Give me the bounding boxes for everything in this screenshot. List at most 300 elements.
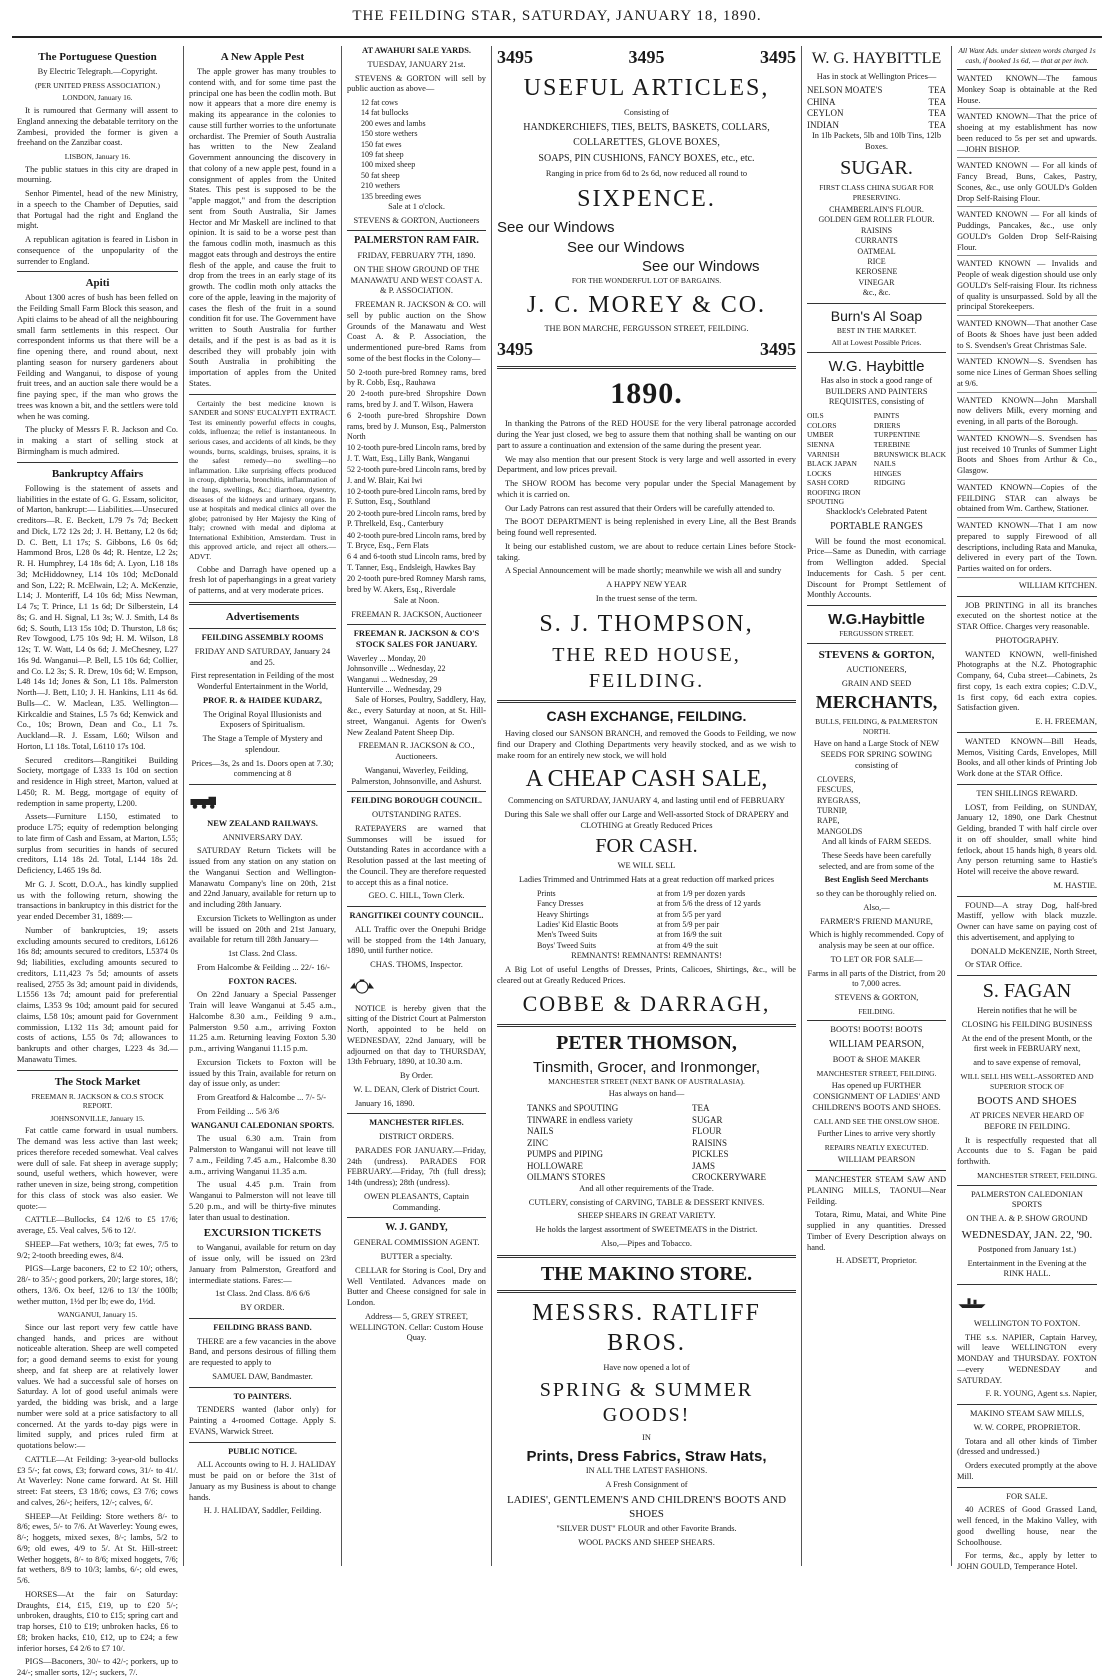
eucalypti-p: Certainly the best medicine known is SANDER and SONS' EUCALYPTI EXTRACT. Test its eminently powerful effects in coughs, colds, influenza; the relief is instantaneous. In serious cases, and accidents of all kinds, be they wounds, burns, scaldings, bruises, sprains, it is the safest remedy—no swelling—no inflammation. Like surprising effects produced in croup, diphtheria, bronchitis, inflammation of the lungs, swellings, &c.; diarrhoea, dysentry, diseases of the kidneys and urinary organs. In use at hospitals and medical clinics all over the globe; patronised by Her Majesty the King of Italy; crowned with medal and diploma at International Exhibition, Amsterdam. Trust in this approved article, and reject all others.—ADVT.: [189, 398, 336, 562]
train-icon: [189, 792, 219, 812]
tea-brand: CHINA: [807, 96, 836, 107]
rh-p3: The SHOW ROOM has become very popular under the Special Management by which it is carried on.: [497, 479, 796, 499]
list-item: 14 fat bullocks: [361, 108, 409, 118]
divider: [957, 896, 1097, 897]
awahuri-sig: STEVENS & GORTON, Auctioneers: [353, 215, 480, 225]
divider: [957, 1404, 1097, 1405]
ram-sale: Sale at Noon.: [393, 595, 440, 605]
farmers: FARMER'S FRIEND MANURE,: [820, 916, 933, 926]
foxton-fares2: From Feilding ... 5/6 3/6: [197, 1106, 280, 1116]
grain: GRAIN AND SEED: [841, 678, 912, 688]
further: Has opened up FURTHER CONSIGNMENT OF LADIES' AND CHILDREN'S BOOTS AND SHOES.: [812, 1081, 941, 1112]
stock-p4: PIGS—Large baconers, £2 to £2 10/; others, 28/- to 35/-; good porkers, 20/; large stores, 18/; others, 13/6. Ox beef, 12/6 to 13/ the 100lb; wether mutton, 1½d per lb; ewe do, 1½d.: [17, 1264, 178, 1306]
fagan-p2: CLOSING his FEILDING BUSINESS: [961, 1019, 1093, 1029]
ad-number: 3495: [760, 338, 796, 359]
photo-p: WANTED KNOWN, well-finished Photographs at the N.Z. Photographic Company, 64, Cuba street—Cabinets, 2s first copy, 1s each extra copies; C.D.V., 1s first copy, 6d each extra copies. Satisfaction given.: [957, 649, 1097, 713]
painters-p: TENDERS wanted (labor only) for Painting a 4-roomed Cottage. Apply S. EVANS, Warwick Street.: [189, 1405, 336, 1436]
list-item: FESCUES,: [817, 785, 854, 795]
list-item: WANTED KNOWN—S. Svendsen has just received 10 Trunks of Summer Light Boots and Shoes from Arthur & Co., Glasgow.: [957, 434, 1097, 480]
divider: [347, 1113, 486, 1114]
year-title: 1890.: [610, 377, 683, 411]
ad-number: 3495: [497, 338, 533, 359]
repairs: REPAIRS NEATLY EXECUTED.: [824, 1142, 929, 1152]
windows-1: See our Windows: [497, 219, 615, 237]
portuguese-p4: A republican agitation is feared in Lisbon in consequence of the unpopularity of the surrender to England.: [17, 235, 178, 266]
divider: [497, 700, 796, 703]
divider: [957, 732, 1097, 733]
foxton-title: WELLINGTON TO FOXTON.: [973, 1318, 1081, 1328]
cal-title: PALMERSTON CALEDONIAN SPORTS: [971, 1189, 1083, 1210]
borough-p: RATEPAYERS are warned that Summonses will be issued for Outstanding Rates in accordance with a Resolution passed at the last meeting of the Council. They are therefore requested to accept this as a final notice.: [347, 823, 486, 887]
remnants: REMNANTS! REMNANTS! REMNANTS!: [571, 951, 722, 961]
selected: These Seeds have been carefully selected, and are from some of the: [818, 850, 935, 871]
list-item: WANTED KNOWN — For all kinds of Puddings, Pancakes, &c., use only GOULD's Golden Drop Self-Raising Flour.: [957, 210, 1097, 256]
apiti-title: Apiti: [85, 277, 110, 290]
items-line1: HANDKERCHIEFS, TIES, BELTS, BASKETS, COLLARS,: [523, 121, 770, 133]
list-item: TANKS and SPOUTING: [527, 1103, 619, 1114]
masthead: THE FEILDING STAR, SATURDAY, JANUARY 18, 1890.: [12, 8, 1102, 38]
apple-title: A New Apple Pest: [220, 51, 305, 63]
assembly-desc: The Original Royal Illusionists and Exposers of Spiritualism.: [203, 709, 322, 730]
rifles-sig: OWEN PLEASANTS, Captain Commanding.: [364, 1191, 469, 1212]
list-item: Wanganui ... Wednesday, 29: [347, 674, 438, 684]
list-item: 12 fat cows: [361, 98, 398, 107]
rifles-title: MANCHESTER RIFLES.: [369, 1118, 464, 1128]
divider: [189, 784, 336, 785]
bankruptcy-p1: Following is the statement of assets and liabilities in the estate of G. G. Essam, solicitor, of Marton, bankrupt:— Liabilities.—Unsecured creditors—R. E. Beckett, L79 7s 7d; Beckett and Dick, L72 12s 2d; J. H. Bettany, L2 0s 6d; D. C. Bett, L1 17s; S. Gibbons, L6 0s 6d; Hammond Bros, L28 0s 4d; R. Hentze, L2 2s; R. H. Humphrey, L4 18s 6d; A. Lyon, L18 18s 3d; McHiddowney, L14 10s 10d; McDonald and Son, L22; R. McElwain, L2; A. McKenzie, L14; J. Monteriff, L4 10s 6d; Miss Newman, L4 7s; T. Prince, L1 1s 6d; Dr Silberstein, L4 8s; G. and H. Signal, L1 3s; W. J. Smith, L4 8s 6d; S. South, L13 15s 10d; D. Thurston, L8 6s; Rev Towgood, L75 10s 9d; H. M. Wilson, L8 12s; T. W. Watt, L4 0s 6d; J. McChesney, L27 16s 9d. Wanganui—P. Bell, L5 10s 6d; Collier, and Co. L2 3s; S. R. Drew, 10s 6d; W. Empson, L48 14s 1d; Jones & Son, L1 18s. Palmerston North—J. Bett, L10; J. H. Hankins, L11 4s 6d. Bulls—C. W. Maclean, L35. Wellington—Kirkcaldie and Staines, L5 7s 6d; Kenwick and Co., 10s; Brown, Dean and Co., L1 7s. Auckland—R. J. Essam, L60; Wilson and Horton, L1 18s. Total, L6110 17s 10d.: [17, 483, 178, 751]
list-item: CLOVERS,: [817, 774, 856, 784]
awahuri-title: AT AWAHURI SALE YARDS.: [362, 46, 471, 55]
list-item: ROOFING IRON: [807, 487, 861, 497]
adv-title: Advertisements: [225, 610, 300, 623]
bankruptcy-title: Bankruptcy Affairs: [51, 467, 144, 480]
grocery-list: [807, 205, 946, 299]
rh-p5: The BOOT DEPARTMENT is being replenished in every Line, all the Best Brands being found well represented.: [497, 517, 796, 538]
fixtures-p: Sale of Horses, Poultry, Saddlery, Hay, &c., every Saturday at noon, at St. Hill-street, Wanganui. Agents for Owen's New Zealand Patent Sheep Dip.: [347, 695, 486, 737]
list-item: COLORS: [807, 420, 837, 430]
redhouse: THE RED HOUSE, FEILDING.: [552, 644, 741, 692]
list-item: OILS: [807, 411, 824, 421]
list-item: 6 4 and 6-tooth stud Lincoln rams, bred by T. Tanner, Esq., Endsleigh, Hawkes Bay: [347, 552, 486, 572]
divider: [189, 602, 336, 605]
tinsmith: Tinsmith, Grocer, and Ironmonger,: [532, 1058, 761, 1076]
list-item: VARNISH: [807, 449, 840, 459]
cal-even: Entertainment in the Evening at the RINK HALL.: [967, 1258, 1087, 1279]
relied: so they can be thoroughly relied on.: [816, 889, 937, 899]
gandy-p: CELLAR for Storing is Cool, Dry and Well Ventilated. Advances made on Butter and Cheese consigned for sale in London.: [347, 1265, 486, 1308]
steamship-icon: [957, 1292, 987, 1312]
found-p: FOUND—A stray Dog, half-bred Mastiff, yellow with black muzzle. Owner can have same on paying cost of this advertisement, and applying to: [957, 900, 1097, 942]
rail-sub: ANNIVERSARY DAY.: [222, 832, 303, 842]
excursion-p: to Wanganui, available for return on day of issue only, will be issued on 23rd January from Palmerston, Greatford and intermediate stations. Fares:—: [189, 1243, 336, 1285]
list-item: JAMS: [691, 1160, 715, 1171]
divider: [957, 1284, 1097, 1285]
divider: [957, 784, 1097, 785]
foxton-races-title: FOXTON RACES.: [228, 976, 297, 986]
divider: [807, 352, 946, 353]
list-item: PICKLES: [691, 1149, 729, 1160]
rh-p6: It being our established custom, we are about to reduce certain Lines before Stock-taking.: [497, 541, 796, 562]
gandy-title: W. J. GANDY,: [385, 1222, 448, 1234]
stock-p1: Fat cattle came forward in usual numbers. The demand was less active than last week; prices therefore receded somewhat. Veal calves were dull of sale. Fat sheep in average supply; sound, useful wethers, which however, were rather uneven in size, being strong, competition for this class of stock was also easier. We quote:—: [17, 1126, 178, 1211]
price-value: at from 5/5 per yard: [657, 909, 721, 919]
price-row: [537, 910, 796, 920]
list-item: 210 wethers: [361, 181, 400, 191]
morey-addr: THE BON MARCHE, FERGUSSON STREET, FEILDING.: [544, 324, 749, 334]
cal-post: Postponed from January 1st.): [977, 1244, 1077, 1254]
price-item: Fancy Dresses: [537, 899, 584, 909]
price-row: [537, 941, 796, 951]
divider: [17, 462, 178, 463]
divider: [807, 303, 946, 304]
list-item: MANGOLDS: [817, 826, 863, 836]
list-item: NAILS: [873, 459, 896, 469]
cobbe-note: Cobbe and Darragh have opened up a fresh lot of paperhangings in a great variety of patterns, and at very moderate prices.: [189, 564, 336, 596]
rifles-p: PARADES FOR JANUARY.—Friday, 24th (undress). PARADES FOR FEBRUARY.—Friday, 7th (full dress); 14th (undress); 28th (undress).: [347, 1145, 486, 1188]
borough-sub: OUTSTANDING RATES.: [371, 810, 462, 820]
items-line3: SOAPS, PIN CUSHIONS, FANCY BOXES, etc., etc.: [538, 153, 755, 165]
items-line2: COLLARETTES, GLOVE BOXES,: [573, 137, 720, 149]
star: Or STAR Office.: [965, 960, 1023, 970]
excursion-order: BY ORDER.: [240, 1303, 285, 1313]
sg2: STEVENS & GORTON,: [834, 993, 919, 1003]
also-range: Has also in stock a good range of BUILDERS AND PAINTERS REQUISITES, consisting of: [820, 375, 933, 407]
peter-title: PETER THOMSON,: [556, 1031, 737, 1054]
foxton-young: F. R. YOUNG, Agent s.s. Napier,: [985, 1389, 1097, 1399]
list-item: HOLLOWARE: [527, 1160, 583, 1171]
manchester: MANCHESTER STREET (NEXT BANK OF AUSTRALASIA).: [548, 1076, 745, 1086]
windows-2: See our Windows: [567, 238, 685, 256]
band-p: THERE are a few vacancies in the above Band, and persons desirous of filling them are requested to apply to: [189, 1336, 336, 1368]
columns: [12, 46, 1102, 1678]
tea-brand: CEYLON: [807, 108, 844, 119]
seed-list: [807, 775, 946, 837]
list-item: KEROSENE: [855, 267, 898, 277]
list-item: &c., &c.: [862, 288, 891, 298]
gandy-sub: GENERAL COMMISSION AGENT.: [353, 1238, 480, 1248]
divider: [347, 791, 486, 792]
useful-title: USEFUL ARTICLES,: [523, 75, 770, 102]
divider: [807, 643, 946, 644]
rail-p1: SATURDAY Return Tickets will be issued from any station on any station on the Wanganui Section and Wellington-Manawatu Company's line on 20th, 21st and 22nd January, available for return up to and including 28th January.: [189, 846, 336, 909]
price-value: at from 1/9 per dozen yards: [657, 888, 746, 898]
rh-p1: In thanking the Patrons of the RED HOUSE for the very liberal patronage accorded during the Year just closed, we beg to assure them that nothing shall be wanting on our part to assure a continuation and extension of the same during the present year.: [497, 419, 796, 450]
assembly-p: First representation in Feilding of the most Wonderful Entertainment in the World,: [190, 671, 335, 691]
list-item: CURRANTS: [855, 236, 898, 246]
tea-row: [807, 97, 946, 109]
ad-number: 3495: [760, 47, 796, 67]
caledonian-p2: The usual 4.45 p.m. Train from Wanganui to Palmerston will not leave till 5.20 p.m., and will be thirty-five minutes later than usual to destination.: [189, 1180, 336, 1222]
list-item: Hunterville ... Wednesday, 29: [347, 685, 442, 695]
price-row: [537, 899, 796, 909]
msf: MANCHESTER STREET, FEILDING.: [816, 1068, 937, 1078]
farms: Farms in all parts of the District, from 20 to 7,000 acres.: [807, 968, 946, 989]
paints-left: [807, 411, 861, 507]
paints-right: [874, 411, 946, 507]
photo-title: PHOTOGRAPHY.: [995, 635, 1059, 645]
price-item: Heavy Shirtings: [537, 909, 589, 919]
prints: Prints, Dress Fabrics, Straw Hats,: [526, 1447, 767, 1465]
cash-exchange: CASH EXCHANGE, FEILDING.: [546, 707, 747, 724]
highly: Which is highly recommended. Copy of analysis may be seen at our office.: [809, 930, 944, 951]
rail-title: NEW ZEALAND RAILWAYS.: [207, 818, 318, 828]
list-item: GOLDEN GEM ROLLER FLOUR.: [818, 215, 935, 225]
sugar-sub: FIRST CLASS CHINA SUGAR FOR PRESERVING.: [819, 182, 934, 202]
tea-row: [807, 85, 946, 97]
bankruptcy-p2: Secured creditors—Rangitikei Building Society, mortgage of L333 1s 10d on section and residence in High street, Marton, valued at L450; R. M. Begg, mortgage of equity of redemption in same property, L200.: [17, 755, 178, 808]
stock-p5: Since our last report very few cattle have changed hands, and prices are without noticeable alteration. Sheep are well competed for; a good demand seems to exist for young sheep, and fat sheep are at relatively lower values. We had a successful sale of horses on Saturday. A lot of good useful animals were yarded, the bidding was brisk, and a large number were sold at a price satisfactory to all concerned. At the yards to-day pigs were in limited supply, and prices ruled firm at quotations below:—: [17, 1322, 178, 1451]
list-item: 109 fat sheep: [361, 149, 404, 159]
happy: A HAPPY NEW YEAR: [606, 580, 687, 590]
bulls: BULLS, FEILDING, & PALMERSTON NORTH.: [815, 717, 938, 736]
feilding: FEILDING.: [858, 1006, 895, 1016]
ad-number: 3495: [628, 47, 665, 67]
rangitikei-title: RANGITIKEI COUNTY COUNCIL.: [349, 911, 484, 921]
ranges-p: Will be found the most economical. Price—Same as Dunedin, with carriage from Wellington added. Special Inducements for Cash. 5 per cent. Discount for Prompt Settlement of Monthly Accounts.: [807, 536, 946, 600]
divider: [189, 1318, 336, 1319]
list-item: TEA: [691, 1103, 710, 1114]
list-item: VINEGAR: [858, 277, 895, 287]
price-item: Men's Tweed Suits: [537, 930, 598, 940]
rh-p7: A Special Announcement will be made shortly; meanwhile we wish all and sundry: [505, 566, 782, 576]
divider: [347, 624, 486, 625]
column-3: [342, 46, 492, 1566]
totara: Totara and all other kinds of Timber (dressed and undressed.): [957, 1436, 1097, 1457]
column-2: [184, 46, 342, 1566]
divider: [17, 271, 178, 272]
list-item: Johnsonville ... Wednesday, 22: [347, 664, 446, 674]
pearson-sig: WILLIAM PEARSON: [837, 1155, 916, 1165]
list-item: PUMPS and PIPING: [527, 1149, 604, 1160]
spring: SPRING & SUMMER GOODS!: [539, 1378, 754, 1427]
gandy-addr: Address— 5, GREY STREET, WELLINGTON. Cellar: Custom House Quay.: [349, 1311, 484, 1343]
excursion-title: EXCURSION TICKETS: [203, 1227, 322, 1240]
price-value: at from 5/6 the dress of 12 yards: [657, 899, 761, 909]
during: During this Sale we shall offer our Large and Well-assorted Stock of DRAPERY and CLOTHING at Greatly Reduced Prices: [504, 809, 789, 830]
stock-sub: FREEMAN R. JACKSON & CO.S STOCK REPORT.: [31, 1091, 164, 1111]
portuguese-p2: The public statues in this city are draped in mourning.: [17, 164, 178, 185]
list-item: WANTED KNOWN—S. Svendsen has some nice Lines of German Shoes selling at 9/6.: [957, 357, 1097, 392]
list-item: RAPE,: [817, 816, 840, 826]
ram-sig: FREEMAN R. JACKSON, Auctioneer: [351, 609, 482, 619]
cash-p: Having closed our SANSON BRANCH, and removed the Goods to Feilding, we now find our Drapery and Clothing Departments very heavily stocked, and as we wish to make room for an entirely new stock, we will hold: [497, 729, 796, 760]
foxton-p: THE s.s. NAPIER, Captain Harvey, will leave WELLINGTON every MONDAY and THURSDAY. FOXTON—every WEDNESDAY and SATURDAY.: [957, 1332, 1097, 1385]
fagan-p4: and to save expense of removal,: [973, 1058, 1081, 1068]
shears: SHEEP SHEARS IN GREAT VARIETY.: [577, 1211, 716, 1221]
freeman: E. H. FREEMAN,: [1035, 717, 1097, 727]
fixtures-places: Wanganui, Waverley, Feilding, Palmerston, Johnsonville, and Ashurst.: [351, 765, 482, 786]
list-item: 10 2-tooth pure-bred Lincoln rams, bred by J. T. Watt, Esq., Lilly Bank, Wanganui: [347, 443, 486, 463]
portuguese-agency: (PER UNITED PRESS ASSOCIATION.): [34, 80, 160, 90]
list-item: WANTED KNOWN—That I am now prepared to supply Firewood of all descriptions, including Rata and Manuka, delivered in every part of the Town. Parties waited on for orders.: [957, 521, 1097, 578]
rail-from: From Halcombe & Feilding ... 22/- 16/-: [197, 962, 330, 972]
band-title: FEILDING BRASS BAND.: [213, 1322, 312, 1332]
list-item: WANTED KNOWN — For all kinds of Fancy Bread, Buns, Cakes, Pastry, Scones, &c., use only GOULD's Golden Drop Self-Raising Flour.: [957, 161, 1097, 207]
stock-date2: WANGANUI, January 15.: [57, 1310, 138, 1320]
list-item: 100 mixed sheep: [361, 160, 416, 170]
divider: [497, 366, 796, 369]
divider: [957, 596, 1097, 597]
reward-title: TEN SHILLINGS REWARD.: [976, 788, 1078, 798]
list-item: SIENNA: [807, 439, 835, 449]
court-sig: W. L. DEAN, Clerk of District Court.: [353, 1084, 480, 1094]
divider: [807, 605, 946, 606]
ladies-line: Ladies Trimmed and Untrimmed Hats at a great reduction off marked prices: [519, 875, 774, 885]
tea-brand: NELSON MOATE'S: [807, 85, 883, 96]
fagan-p3: At the end of the present Month, or the first week in FEBRUARY next,: [961, 1033, 1093, 1054]
ram-list: [347, 368, 486, 595]
notice-name: H. J. HALIDAY, Saddler, Feilding.: [203, 1506, 322, 1516]
acres: 40 ACRES of Good Grassed Land, well fenced, in the Makino Valley, with good dwelling house, near the Schoolhouse.: [957, 1505, 1097, 1547]
list-item: UMBER: [807, 430, 834, 440]
reward-p: LOST, from Feilding, on SUNDAY, January 12, 1890, one Dark Chestnut Gelding, branded T with half circle over it on off shoulder, small white hind fetlock, about 15 hands high, 8 years old. Any person returning same to Hastie's Hotel will receive the above reward.: [957, 802, 1097, 877]
list-item: FLOUR: [691, 1126, 722, 1137]
caledonian-title: WANGANUI CALEDONIAN SPORTS.: [190, 1120, 335, 1130]
list-item: 40 2-tooth pure-bred Lincoln rams, bred by T. Bryce, Esq., Fern Flats: [347, 530, 486, 550]
painters-title: TO PAINTERS.: [233, 1391, 292, 1401]
makino-saw: MAKINO STEAM SAW MILLS,: [969, 1409, 1085, 1419]
corpe: W. W. CORPE, PROPRIETOR.: [973, 1422, 1081, 1432]
price-row: [537, 889, 796, 899]
list-item: PAINTS: [873, 411, 900, 421]
tins: In 1lb Packets, 5lb and 10lb Tins, 12lb Boxes.: [811, 131, 942, 152]
will-sell: WE WILL SELL: [617, 861, 676, 871]
list-item: TINWARE in endless variety: [527, 1114, 633, 1125]
fagan-p6: AT PRICES NEVER HEARD OF BEFORE IN FEILDING.: [969, 1111, 1085, 1131]
list-item: OATMEAL: [857, 246, 896, 256]
list-item: LOCKS: [807, 468, 832, 478]
cobbe-title: COBBE & DARRAGH,: [522, 991, 771, 1017]
burns-soap: Burn's Al Soap: [830, 307, 923, 324]
list-item: RICE: [867, 257, 886, 267]
list-item: DRIERS: [873, 420, 901, 430]
for-sale: FOR SALE.: [1006, 1491, 1048, 1501]
for-cash: FOR CASH.: [595, 835, 698, 858]
column-4: [492, 46, 802, 1566]
wool: WOOL PACKS AND SHEEP SHEARS.: [578, 1538, 715, 1548]
notice-p: ALL Accounts owing to H. J. HALIDAY must be paid on or before the 31st of January as my Business is about to change hands.: [189, 1460, 336, 1502]
list-item: 135 breeding ewes: [361, 191, 421, 201]
awahuri-p: STEVENS & GORTON will sell by public auction as above—: [347, 73, 486, 94]
portuguese-p1: It is rumoured that Germany will assent to England annexing the debatable territory on the Zambesi, provided the former is given a freehand on the Zanzibar coast.: [17, 106, 178, 148]
tea-label: TEA: [928, 85, 946, 96]
divider: [957, 1185, 1097, 1186]
rail-class: 1st Class. 2nd Class.: [227, 949, 298, 958]
stock-p6: CATTLE—At Feilding: 3-year-old bullocks £3 5/-; fat cows, £3; forward cows, 31/- to 41/. At Waverley: None came forward. At St. Hill street: Fat steers, £3 18/6; cows, £3 7/6; cows and calves, 26/-; heifers, 12/-; calves, 6/.: [17, 1454, 178, 1507]
foxton-races-p: On 22nd January a Special Passenger Train will leave Wanganui at 5.45 a.m., Halcombe 8.30 a.m., Feilding 9 a.m., Palmerston 9.50 a.m., arriving Foxton 11.25 a.m. Returning leaving Foxton 5.30 p.m., arriving Wanganui 11.15 p.m.: [189, 990, 336, 1053]
list-item: TURPENTINE: [873, 430, 920, 440]
list-item: WANTED KNOWN — Invalids and People of weak digestion should use only GOULD's Self-raising Flour. Its richness of quality is unsurpassed. Sold by all the principal Storekeepers.: [957, 259, 1097, 316]
terms: For terms, &c., apply by letter to JOHN GOULD, Temperance Hotel.: [957, 1551, 1097, 1572]
ladies-boots: LADIES', GENTLEMEN'S AND CHILDREN'S BOOTS AND SHOES: [506, 1494, 787, 1521]
price-row: [537, 920, 796, 930]
cal-date: WEDNESDAY, JAN. 22, '90.: [961, 1228, 1093, 1241]
stock-p8: HORSES—At the fair on Saturday: Draughts, £14, £15, £19, up to £20 5/-; unbroken, draughts, £10 to £15; spring cart and trap horses, £10 to £19; unbroken hacks, £6 to £8; broken hacks, £10, £12, up to £24; a few inferior horses, £4 2/6 to £7 10/.: [17, 1589, 178, 1653]
awahuri-sale: Sale at 1 o'clock.: [388, 201, 445, 211]
royal-crest-icon: [347, 977, 377, 997]
divider: [957, 69, 1097, 70]
tea-brand: INDIAN: [807, 119, 839, 130]
gandy-butter: BUTTER a specialty.: [380, 1252, 453, 1262]
left-items: [527, 1103, 633, 1184]
opened: Have now opened a lot of: [603, 1362, 690, 1372]
divider: [347, 1217, 486, 1218]
price-row: [537, 930, 796, 940]
column-5: [802, 46, 952, 1566]
borough-sig: GEO. C. HILL, Town Clerk.: [368, 891, 465, 901]
ad-number-row: [497, 46, 796, 69]
list-item: SASH CORD: [807, 478, 849, 488]
price-item: Boys' Tweed Suits: [537, 940, 596, 950]
cal-ground: ON THE A. & P. SHOW GROUND: [966, 1214, 1088, 1224]
boots: BOOTS! BOOTS! BOOTS: [830, 1025, 923, 1035]
list-item: CHAMBERLAIN'S FLOUR.: [829, 205, 924, 215]
assembly-prof: PROF. R. & HAIDEE KUDARZ,: [202, 695, 323, 705]
goods-lists: [497, 1103, 796, 1184]
divider: [497, 1024, 796, 1027]
excursion-fares: 1st Class. 2nd Class. 8/6 6/6: [215, 1289, 310, 1299]
list-item: 150 fat ewes: [361, 139, 402, 149]
wgh-title: W.G. Haybittle: [828, 357, 925, 375]
price-list: [497, 889, 796, 951]
truest: In the truest sense of the term.: [595, 593, 698, 603]
saw-p: Totara, Rimu, Matai, and White Pine supplied in any quantities. Dressed Timber of Every Description always on hand.: [807, 1210, 946, 1252]
ad-number: 3495: [497, 47, 533, 67]
bankruptcy-p3: Assets—Furniture L150, estimated to produce L75; equity of redemption belonging to late firm of Cash and Essam, at Marton, L55; surplus from securities in hands of secured creditors, L14 18s 2d. Total, L144 18s 2d. Deficiency, L465 19s 8d.: [17, 812, 178, 876]
band-name: SAMUEL DAW, Bandmaster.: [212, 1371, 313, 1381]
rh-p4: Our Lady Patrons can rest assured that their Orders will be carefully attended to.: [505, 503, 775, 513]
list-item: RIDGING: [873, 478, 906, 488]
fagan-p5: WILL SELL HIS WELL-ASSORTED AND SUPERIOR STOCK OF: [960, 1071, 1094, 1091]
lowest: All at Lowest Possible Prices.: [831, 338, 922, 348]
commencing: Commencing on SATURDAY, JANUARY 4, and lasting until end of FEBRUARY: [507, 796, 785, 806]
cheap-sale: A CHEAP CASH SALE,: [525, 765, 768, 792]
rangitikei-sig: CHAS. THOMS, Inspector.: [370, 960, 463, 970]
list-item: 6 2-tooth pure-bred Shropshire Down rams, bred by J. Munson, Esq., Palmerston North: [347, 411, 486, 442]
stock-at: Has in stock at Wellington Prices—: [816, 71, 937, 81]
ram-p: FREEMAN R. JACKSON & CO. will sell by public auction on the Show Grounds of the Manawatu and West Coast A. & P. Association, the undermentioned pure-bred Rams from some of the best flocks in the Colony—: [347, 300, 486, 363]
divider: [807, 1020, 946, 1021]
portuguese-date2: LISBON, January 16.: [64, 152, 131, 162]
list-item: Waverley ... Monday, 20: [347, 653, 426, 663]
to-let: TO LET OR FOR SALE—: [830, 954, 923, 964]
apple-p: The apple grower has many troubles to contend with, and for some time past the principal one has been the codlin moth. But now it appears that a more dire enemy is making its appearance in the colonies to cause still further worries to the unfortunate orchardist. The Premier of South Australia has written to the New Zealand Government announcing the discovery in that colony of a new apple pest, found in a consignment of apples from the United States. This pest is supposed to be the "apple maggot," and from the description sent from South Australia, Sir James Hector and Mr Maskell are inclined to that opinion. It is said to be a worse pest than the famous codlin moth, inasmuch as this maggot eats through and destroys the entire flesh of the apple, and cause the fruit to drop from the trees in an early stage of its growth. The codlin moth only attacks the core of the apple, leaving in the majority of cases the flesh of the fruit in a sound condition fit for use. The Government have written to South Australia for further details, and if the pest is as bad as it is described they will probably join with South Australia in prohibiting the importation of apples from the United States.: [189, 67, 336, 388]
fergusson: FERGUSSON STREET.: [839, 629, 914, 639]
consisting: Consisting of: [624, 107, 669, 117]
silver: "SILVER DUST" FLOUR and other Favorite Brands.: [556, 1524, 737, 1534]
tea-label: TEA: [928, 108, 946, 119]
hastie: M. HASTIE.: [1053, 880, 1097, 890]
rh-p2: We may also mention that our present Stock is very large and well assorted in every Department, and low prices prevail.: [497, 454, 796, 475]
list-item: SPOUTING: [807, 497, 845, 507]
portuguese-title: The Portuguese Question: [38, 51, 157, 63]
job: JOB PRINTING in all its branches executed on the shortest notice at the STAR Office. Charges very reasonable.: [957, 600, 1097, 632]
tea-list: [807, 85, 946, 131]
bankruptcy-p5: Number of bankruptcies, 19; assets excluding amounts secured to creditors, L6126 16s 8d; amounts secured to creditors, L5374 0s 9d; liabilities, excluding amounts secured to creditors, L11,423 7s 5d; amounts of assets realised, 2755 3s 3d; amount paid in dividends, L1556 13s 7d; amount paid for preferential claims, L353 9s 10d; amount paid for secured claims, L58 10s; amount paid for Government commission, L132 11s 3d; amount paid for costs of actions, L55 0s 7d; allowances to bankrupts and other charges, L223 4s 3d.—Manawatu Times.: [17, 925, 178, 1064]
wgh2-title: W.G.Haybittle: [828, 611, 925, 629]
divider: [497, 1290, 796, 1293]
list-item: RYEGRASS,: [817, 795, 861, 805]
ratliff: MESSRS. RATLIFF BROS.: [532, 1299, 761, 1357]
fagan: S. FAGAN: [982, 980, 1072, 1003]
list-item: RAISINS: [691, 1137, 727, 1148]
also: Also,—: [863, 902, 890, 912]
tea-label: TEA: [928, 96, 946, 107]
rail-p2: Excursion Tickets to Wellington as under will be issued on 20th and 21st January, available for return till 28th January—: [189, 913, 336, 945]
assembly-prices: Prices—3s, 2s and 1s. Doors open at 7.30; commencing at 8: [191, 758, 334, 779]
haybittle-title: W. G. HAYBITTLE: [811, 50, 942, 67]
divider: [189, 1387, 336, 1388]
